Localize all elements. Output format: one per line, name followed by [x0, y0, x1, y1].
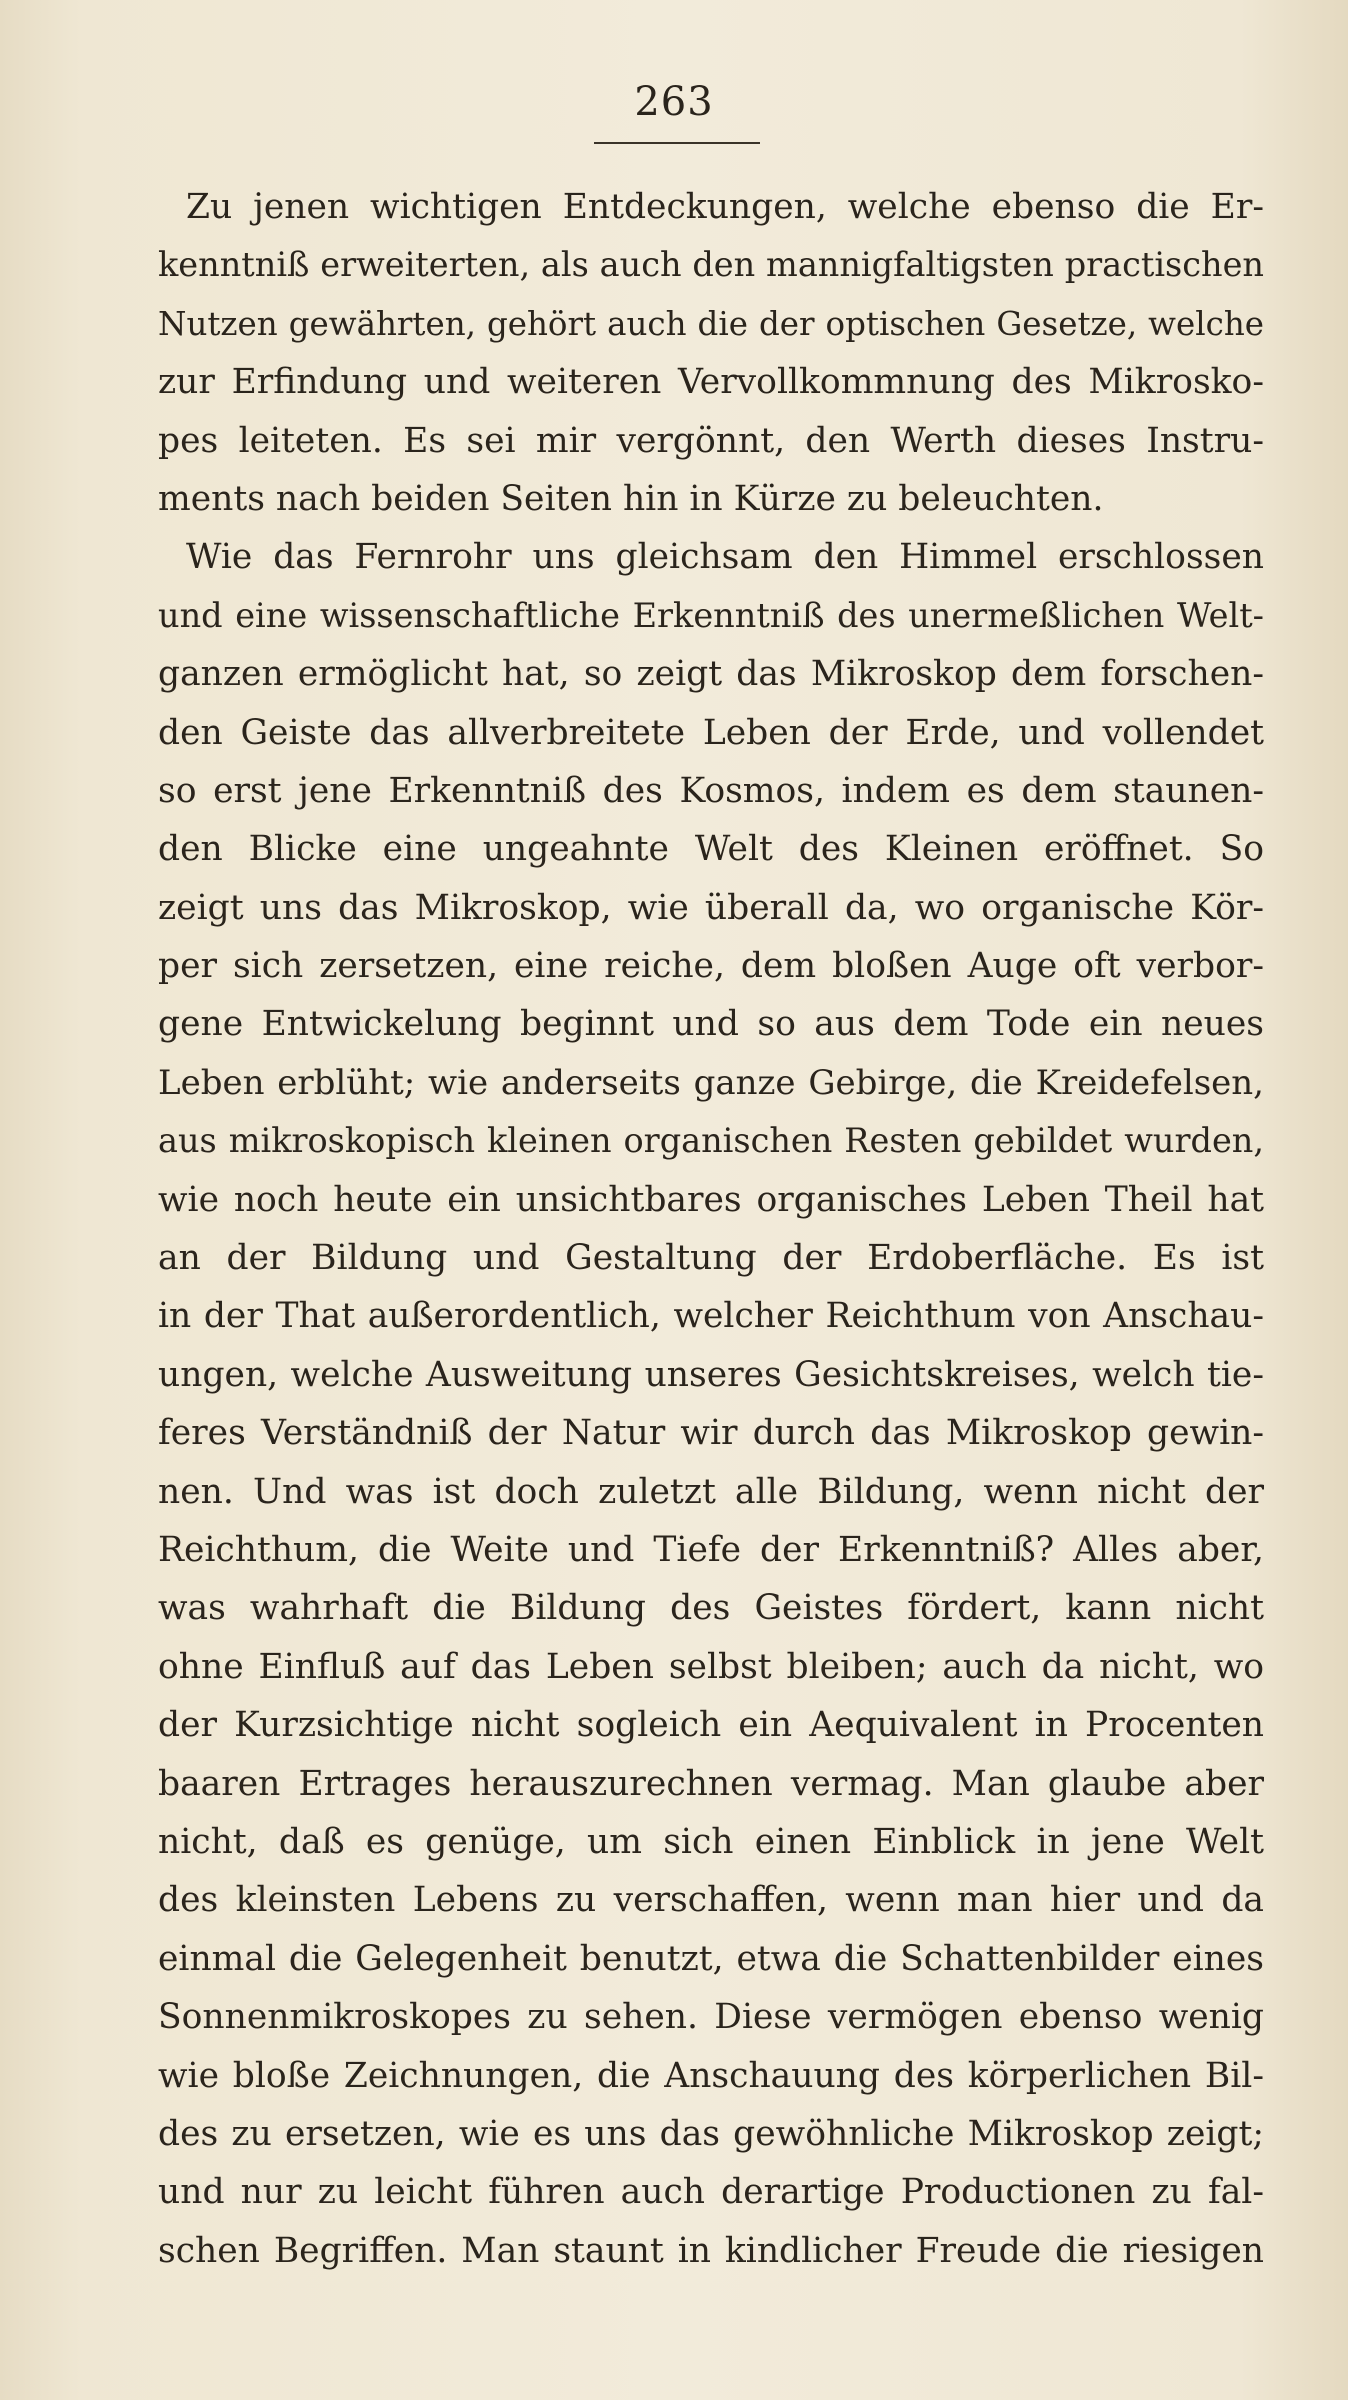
text-line: per sich zersetzen, eine reiche, dem bloßen Auge oft verbor-	[158, 946, 1264, 987]
text-line: so erst jene Erkenntniß des Kosmos, indem es dem staunen-	[158, 770, 1264, 811]
text-line: Zu jenen wichtigen Entdeckungen, welche ebenso die Er-	[186, 187, 1264, 227]
text-line: feres Verständniß der Natur wir durch das Mikroskop gewin-	[158, 1413, 1264, 1454]
text-line: wie bloße Zeichnungen, die Anschauung des körperlichen Bil-	[158, 2055, 1264, 2096]
text-line: in der That außerordentlich, welcher Reichthum von Anschau-	[158, 1296, 1264, 1337]
text-line: des zu ersetzen, wie es uns das gewöhnliche Mikroskop zeigt;	[158, 2113, 1264, 2154]
text-line: einmal die Gelegenheit benutzt, etwa die Schattenbilder eines	[158, 1938, 1264, 1979]
text-line: ganzen ermöglicht hat, so zeigt das Mikroskop dem forschen-	[158, 654, 1264, 695]
text-line: Reichthum, die Weite und Tiefe der Erkenntniß? Alles aber,	[158, 1529, 1264, 1570]
header-rule	[594, 142, 760, 144]
text-line: zeigt uns das Mikroskop, wie überall da, wo organische Kör-	[158, 887, 1264, 928]
text-line: und nur zu leicht führen auch derartige Productionen zu fal-	[158, 2172, 1264, 2213]
text-line: wie noch heute ein unsichtbares organisches Leben Theil hat	[158, 1179, 1264, 1220]
text-line: kenntniß erweiterten, als auch den mannigfaltigsten practischen	[158, 245, 1264, 285]
text-line: Sonnenmikroskopes zu sehen. Diese vermögen ebenso wenig	[158, 1997, 1264, 2038]
text-line: nicht, daß es genüge, um sich einen Einblick in jene Welt	[158, 1821, 1264, 1862]
text-line: gene Entwickelung beginnt und so aus dem Tode ein neues	[158, 1004, 1264, 1045]
text-line: der Kurzsichtige nicht sogleich ein Aequivalent in Procenten	[158, 1705, 1264, 1746]
text-line: den Geiste das allverbreitete Leben der Erde, und vollendet	[158, 712, 1264, 753]
text-line: aus mikroskopisch kleinen organischen Resten gebildet wurden,	[158, 1121, 1264, 1161]
text-line: an der Bildung und Gestaltung der Erdoberfläche. Es ist	[158, 1238, 1264, 1279]
text-line: pes leiteten. Es sei mir vergönnt, den Werth dieses Instru-	[158, 420, 1264, 461]
text-line: Wie das Fernrohr uns gleichsam den Himmel erschlossen	[186, 537, 1264, 578]
text-line: ungen, welche Ausweitung unseres Gesichtskreises, welch tie-	[158, 1354, 1264, 1395]
text-line: den Blicke eine ungeahnte Welt des Kleinen eröffnet. So	[158, 829, 1264, 870]
text-line: Leben erblüht; wie anderseits ganze Gebirge, die Kreidefelsen,	[158, 1062, 1264, 1103]
text-line: ments nach beiden Seiten hin in Kürze zu beleuchten.	[158, 478, 1104, 519]
text-line: und eine wissenschaftliche Erkenntniß des unermeßlichen Welt-	[158, 595, 1264, 635]
text-line: ohne Einfluß auf das Leben selbst bleiben; auch da nicht, wo	[158, 1646, 1264, 1687]
text-line: was wahrhaft die Bildung des Geistes fördert, kann nicht	[158, 1588, 1264, 1629]
body-text	[158, 178, 1264, 2280]
text-line: Nutzen gewährten, gehört auch die der optischen Gesetze, welche	[158, 304, 1264, 343]
text-line: nen. Und was ist doch zuletzt alle Bildung, wenn nicht der	[158, 1471, 1264, 1512]
text-line: des kleinsten Lebens zu verschaffen, wenn man hier und da	[158, 1880, 1264, 1921]
text-line: baaren Ertrages herauszurechnen vermag. Man glaube aber	[158, 1763, 1264, 1804]
page-number: 263	[634, 79, 714, 125]
text-line: schen Begriffen. Man staunt in kindlicher Freude die riesigen	[158, 2230, 1264, 2271]
text-line: zur Erfindung und weiteren Vervollkommnung des Mikrosko-	[158, 362, 1264, 403]
